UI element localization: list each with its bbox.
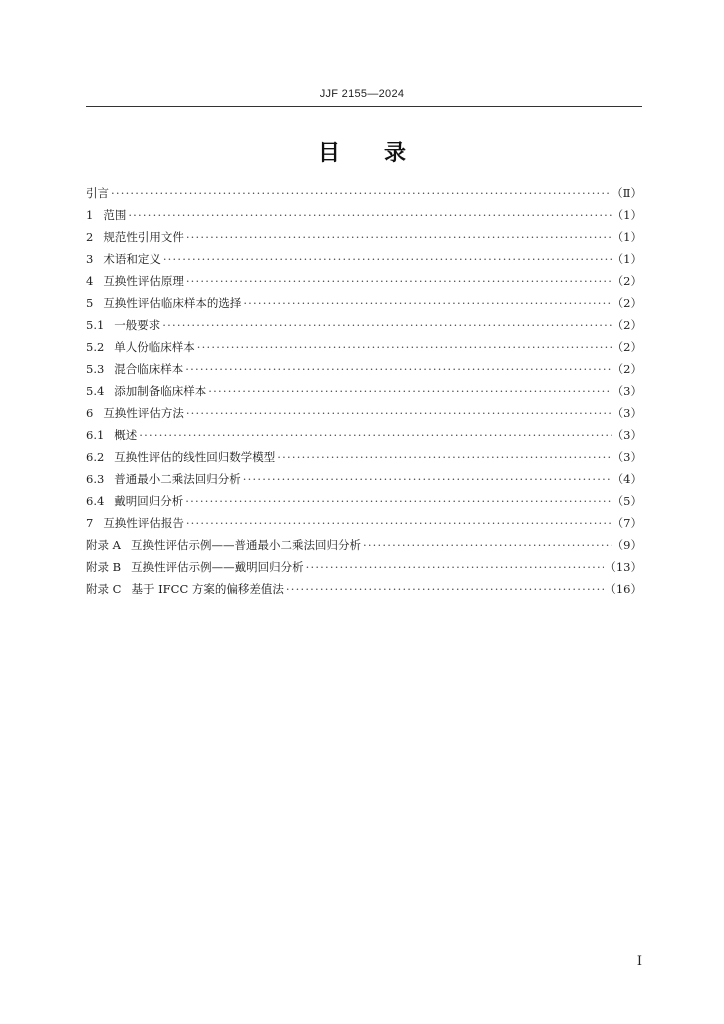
toc-entry-number: 6.1 — [86, 428, 105, 442]
toc-entry-page: （4） — [611, 472, 642, 486]
toc-entry-label: 戴明回归分析 — [114, 494, 184, 508]
toc-dot-leader — [126, 204, 611, 226]
toc-entry-page: （13） — [604, 560, 642, 574]
toc-dot-leader — [361, 534, 612, 556]
toc-entry-label: 基于 IFCC 方案的偏移差值法 — [131, 582, 284, 596]
toc-entry-page: （16） — [604, 582, 642, 596]
toc-entry-number: 附录 C — [86, 582, 122, 596]
toc-entry-label: 互换性评估示例——戴明回归分析 — [131, 560, 304, 574]
toc-entry-page: （3） — [611, 406, 642, 420]
toc-entry-page: （2） — [611, 340, 642, 354]
toc-dot-leader — [137, 424, 611, 446]
toc-entry[interactable] — [86, 314, 642, 336]
toc-entry-label: 范围 — [103, 208, 127, 222]
toc-entry-label: 互换性评估方法 — [103, 406, 184, 420]
toc-entry-label: 互换性评估示例——普通最小二乘法回归分析 — [130, 538, 361, 552]
toc-entry-label: 术语和定义 — [103, 252, 161, 266]
toc-entry-page: （1） — [611, 252, 642, 266]
toc-entry-label: 混合临床样本 — [114, 362, 184, 376]
toc-entry-page: （2） — [611, 362, 642, 376]
toc-entry[interactable] — [86, 468, 642, 490]
toc-dot-leader — [184, 226, 612, 248]
toc-entry[interactable] — [86, 248, 642, 270]
toc-dot-leader — [183, 490, 611, 512]
toc-dot-leader — [184, 402, 612, 424]
toc-dot-leader — [184, 270, 612, 292]
toc-entry-label: 互换性评估临床样本的选择 — [103, 296, 242, 310]
toc-entry[interactable] — [86, 534, 642, 556]
toc-entry-page: （5） — [611, 494, 642, 508]
toc-entry-number: 2 — [86, 230, 94, 244]
toc-entry-number: 6 — [86, 406, 94, 420]
toc-entry-number: 5.4 — [86, 384, 105, 398]
toc-entry-page: （2） — [611, 274, 642, 288]
toc-entry-page: （2） — [611, 318, 642, 332]
toc-entry-label: 普通最小二乘法回归分析 — [114, 472, 241, 486]
toc-dot-leader — [284, 578, 604, 600]
toc-entry-number: 6.3 — [86, 472, 105, 486]
toc-entry-page: （3） — [611, 428, 642, 442]
toc-entry-number: 5.1 — [86, 318, 105, 332]
toc-dot-leader — [241, 292, 611, 314]
toc-entry-label: 概述 — [114, 428, 138, 442]
toc-entry-number: 5 — [86, 296, 94, 310]
toc-entry[interactable] — [86, 512, 642, 534]
header-divider — [86, 106, 642, 107]
toc-entry-number: 附录 B — [86, 560, 122, 574]
toc-entry[interactable] — [86, 204, 642, 226]
toc-entry-page: （Ⅱ） — [611, 186, 642, 200]
toc-entry[interactable] — [86, 402, 642, 424]
toc-dot-leader — [206, 380, 611, 402]
toc-dot-leader — [195, 336, 612, 358]
toc-entry-label: 引言 — [86, 186, 109, 200]
toc-entry-page: （9） — [611, 538, 642, 552]
toc-entry-label: 互换性评估原理 — [103, 274, 184, 288]
toc-entry[interactable] — [86, 446, 642, 468]
toc-entry-page: （2） — [611, 296, 642, 310]
toc-dot-leader — [275, 446, 611, 468]
toc-entry-label: 添加制备临床样本 — [114, 384, 207, 398]
toc-entry-page: （7） — [611, 516, 642, 530]
toc-entry-number: 5.2 — [86, 340, 105, 354]
toc-entry[interactable] — [86, 556, 642, 578]
toc-entry[interactable] — [86, 336, 642, 358]
toc-entry[interactable] — [86, 270, 642, 292]
toc-entry-number: 1 — [86, 208, 94, 222]
toc-entry-number: 3 — [86, 252, 94, 266]
toc-title: 目 录 — [317, 141, 406, 166]
toc-entry-number: 6.2 — [86, 450, 105, 464]
toc-entry[interactable] — [86, 292, 642, 314]
toc-entry[interactable] — [86, 424, 642, 446]
toc-dot-leader — [183, 358, 611, 380]
toc-entry[interactable] — [86, 358, 642, 380]
toc-dot-leader — [241, 468, 612, 490]
toc-entry-label: 单人份临床样本 — [114, 340, 195, 354]
table-of-contents — [86, 182, 642, 600]
toc-dot-leader — [184, 512, 612, 534]
toc-entry-label: 规范性引用文件 — [103, 230, 184, 244]
toc-entry-page: （3） — [611, 450, 642, 464]
toc-entry-label: 互换性评估的线性回归数学模型 — [114, 450, 276, 464]
toc-entry-page: （1） — [611, 230, 642, 244]
toc-entry[interactable] — [86, 226, 642, 248]
toc-entry-number: 5.3 — [86, 362, 105, 376]
toc-entry-page: （3） — [611, 384, 642, 398]
toc-dot-leader — [109, 182, 611, 204]
toc-entry[interactable] — [86, 578, 642, 600]
toc-dot-leader — [161, 248, 612, 270]
toc-dot-leader — [160, 314, 611, 336]
toc-entry-label: 一般要求 — [114, 318, 161, 332]
toc-entry-page: （1） — [611, 208, 642, 222]
toc-entry-label: 互换性评估报告 — [103, 516, 184, 530]
toc-entry[interactable] — [86, 490, 642, 512]
toc-dot-leader — [304, 556, 605, 578]
toc-entry-number: 6.4 — [86, 494, 105, 508]
toc-entry-number: 4 — [86, 274, 94, 288]
standard-code: JJF 2155—2024 — [319, 88, 405, 100]
page-number: I — [636, 954, 642, 969]
toc-entry-number: 附录 A — [86, 538, 121, 552]
toc-entry-number: 7 — [86, 516, 94, 530]
toc-entry[interactable] — [86, 380, 642, 402]
toc-entry[interactable] — [86, 182, 642, 204]
